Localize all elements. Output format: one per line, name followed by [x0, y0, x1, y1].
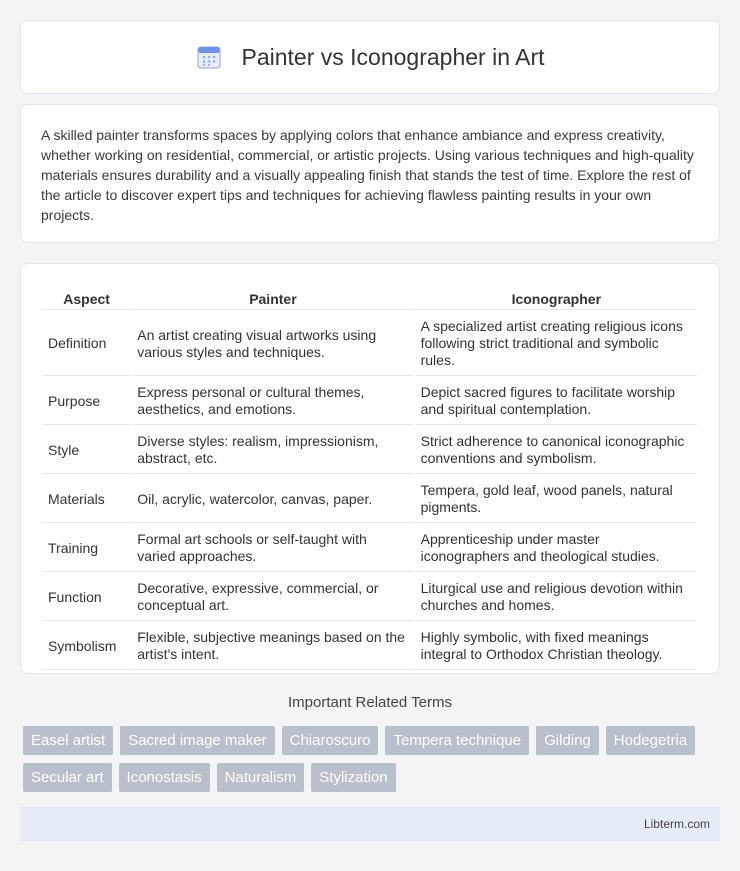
header-aspect: Aspect [43, 286, 130, 310]
header-iconographer: Iconographer [416, 286, 697, 310]
painter-cell: Express personal or cultural themes, aesthetics, and emotions. [132, 378, 413, 425]
aspect-cell: Symbolism [43, 623, 130, 670]
comparison-table-card [20, 263, 720, 674]
related-term-tag[interactable]: Hodegetria [606, 726, 695, 755]
iconographer-cell: A specialized artist creating religious icons following strict traditional and symbolic rules. [416, 312, 697, 376]
related-term-tag[interactable]: Gilding [536, 726, 599, 755]
painter-cell: Diverse styles: realism, impressionism, abstract, etc. [132, 427, 413, 474]
intro-card [20, 104, 720, 243]
iconographer-cell: Tempera, gold leaf, wood panels, natural pigments. [416, 476, 697, 523]
table-row [43, 623, 697, 670]
footer-site-link[interactable]: Libterm.com [643, 817, 710, 831]
aspect-cell: Definition [43, 312, 130, 376]
related-term-tag[interactable]: Easel artist [23, 726, 113, 755]
iconographer-cell: Apprenticeship under master iconographers and theological studies. [416, 525, 697, 572]
table-row [43, 427, 697, 474]
aspect-cell: Function [43, 574, 130, 621]
related-term-tag[interactable]: Tempera technique [385, 726, 529, 755]
aspect-cell: Materials [43, 476, 130, 523]
painter-cell: An artist creating visual artworks using various styles and techniques. [132, 312, 413, 376]
table-row [43, 476, 697, 523]
related-term-tag[interactable]: Secular art [23, 763, 112, 792]
aspect-cell: Style [43, 427, 130, 474]
related-term-tag[interactable]: Chiaroscuro [282, 726, 379, 755]
header-painter: Painter [132, 286, 413, 310]
calendar-icon [196, 44, 222, 70]
iconographer-cell: Highly symbolic, with fixed meanings integral to Orthodox Christian theology. [416, 623, 697, 670]
related-term-tag[interactable]: Stylization [311, 763, 395, 792]
table-row [43, 574, 697, 621]
painter-cell: Decorative, expressive, commercial, or conceptual art. [132, 574, 413, 621]
iconographer-cell: Strict adherence to canonical iconographic conventions and symbolism. [416, 427, 697, 474]
related-terms-title: Important Related Terms [288, 694, 452, 711]
related-term-tag[interactable]: Sacred image maker [120, 726, 274, 755]
table-row [43, 312, 697, 376]
comparison-table [41, 284, 699, 672]
aspect-cell: Purpose [43, 378, 130, 425]
painter-cell: Formal art schools or self-taught with varied approaches. [132, 525, 413, 572]
related-term-tag[interactable]: Naturalism [217, 763, 305, 792]
intro-text: A skilled painter transforms spaces by applying colors that enhance ambiance and express creativity, whether working on residential, commercial, or artistic projects. Using various techniques and high-quality materials ensures durability and a visually appealing finish that stands the test of time. Explore the rest of the article to discover expert tips and techniques for achieving flawless painting results in your own projects. [41, 127, 694, 223]
aspect-cell: Training [43, 525, 130, 572]
related-terms-list [23, 726, 723, 792]
header-card [20, 20, 720, 94]
table-row [43, 378, 697, 425]
related-term-tag[interactable]: Iconostasis [119, 763, 210, 792]
table-row [43, 525, 697, 572]
iconographer-cell: Liturgical use and religious devotion within churches and homes. [416, 574, 697, 621]
page-title: Painter vs Iconographer in Art [241, 43, 545, 70]
painter-cell: Oil, acrylic, watercolor, canvas, paper. [132, 476, 413, 523]
iconographer-cell: Depict sacred figures to facilitate worship and spiritual contemplation. [416, 378, 697, 425]
footer [20, 807, 720, 841]
painter-cell: Flexible, subjective meanings based on the artist's intent. [132, 623, 413, 670]
